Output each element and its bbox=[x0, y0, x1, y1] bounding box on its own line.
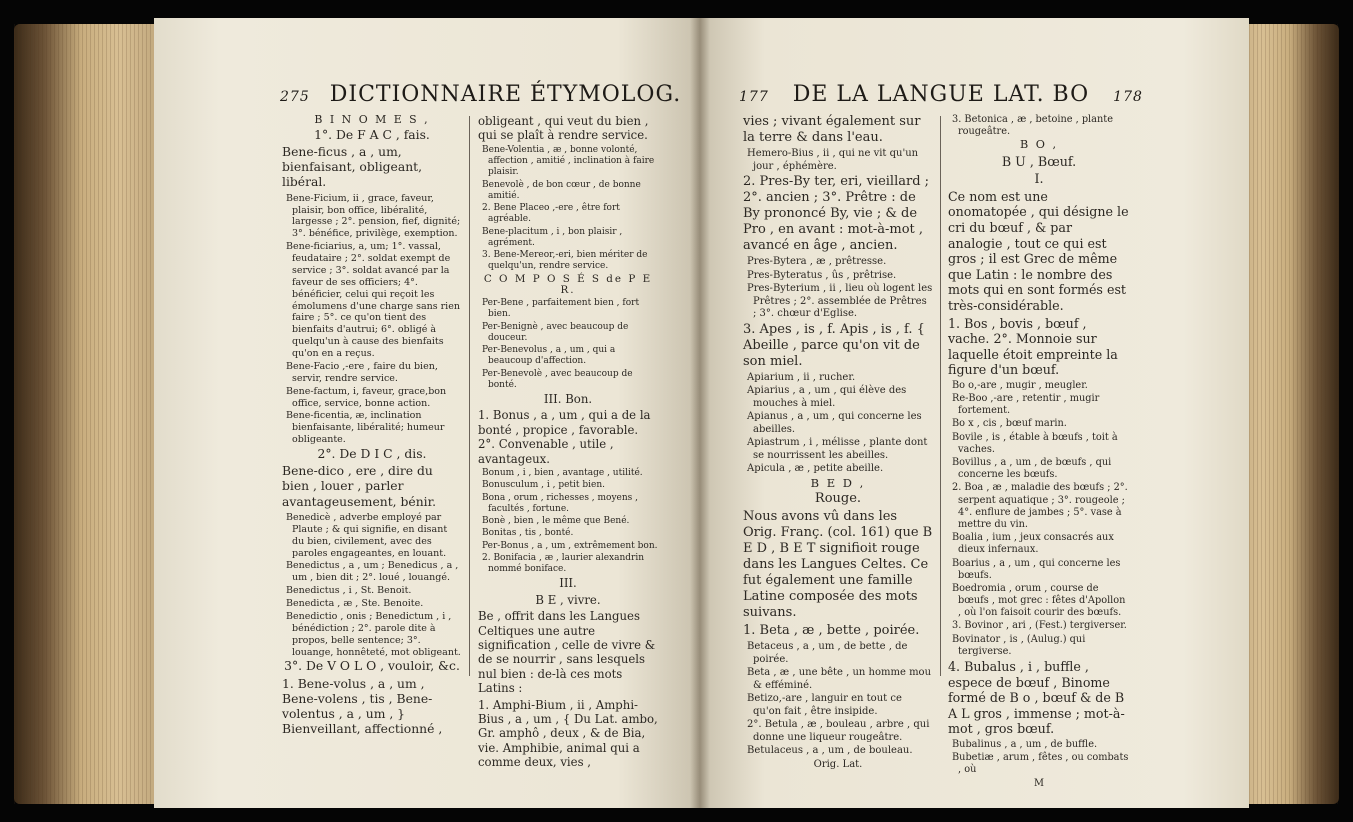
entry: Boalia , ium , jeux consacrés aux dieux infernaux. bbox=[952, 532, 1114, 556]
entry: C O M P O S É S de P E R. bbox=[483, 272, 653, 296]
entry: Per-Bene , parfaitement bien , fort bien. bbox=[482, 298, 640, 320]
entry: 3°. De V O L O , vouloir, &c. bbox=[284, 659, 460, 674]
entry: Per-Bonus , a , um , extrêmement bon. bbox=[482, 540, 658, 551]
entry: Benedictio , onis ; Benedictum , i , bénédiction ; 2°. parole dite à propos, belle sentence; 3°. louange, honnêteté, mot obligeant. bbox=[286, 610, 461, 658]
entry: Apianus , a , um , qui concerne les abeilles. bbox=[747, 411, 922, 435]
entry: Be , offrit dans les Langues Celtiques une autre signification , celle de vivre & de se nourrir , sans lesquels nul bien : de-là ces mots Latins : bbox=[478, 609, 656, 696]
entry: Rouge. bbox=[814, 491, 862, 506]
entry: obligeant , qui veut du bien , qui se plaît à rendre service. bbox=[478, 114, 649, 143]
entry: Bovillus , a , um , de bœufs , qui concerne les bœufs. bbox=[952, 457, 1112, 481]
left-running-title: DICTIONNAIRE ÉTYMOLOG. bbox=[329, 82, 682, 107]
entry: Bonum , i , bien , avantage , utilité. bbox=[482, 468, 643, 479]
right-column-1 bbox=[743, 114, 933, 772]
entry: Hemero-Bius , ii , qui ne vit qu'un jour , éphémère. bbox=[747, 148, 919, 172]
entry: Bonè , bien , le même que Bené. bbox=[482, 516, 630, 527]
entry: 4. Bubalus , i , buffle , espece de bœuf , Binome formé de B o , bœuf & de B A L gros , immense ; mot-à-mot , gros bœuf. bbox=[948, 659, 1125, 737]
entry: Apiarium , ii , rucher. bbox=[747, 371, 856, 383]
entry: Beta , æ , une bête , un homme mou & efféminé. bbox=[747, 667, 932, 691]
entry: 3. Betonica , æ , betoine , plante rougeâtre. bbox=[952, 114, 1113, 138]
entry: Bene-Ficium, ii , grace, faveur, plaisir, bon office, libéralité, largesse ; 2°. pension, fief, dignité; 3°. bénéfice, privilège, exemption. bbox=[286, 192, 461, 240]
entry: Bonitas , tis , bonté. bbox=[482, 528, 574, 539]
book-gutter bbox=[690, 18, 710, 808]
entry: B O , bbox=[1019, 138, 1059, 152]
column-rule bbox=[469, 116, 470, 676]
entry: B I N O M E S , bbox=[314, 113, 430, 126]
entry: Bo x , cis , bœuf marin. bbox=[952, 418, 1067, 430]
entry: Betulaceus , a , um , de bouleau. bbox=[747, 745, 913, 756]
entry: Bene-factum, i, faveur, grace,bon office, service, bonne action. bbox=[286, 385, 447, 409]
right-column-2 bbox=[948, 114, 1130, 791]
entry: III. Bon. bbox=[543, 392, 593, 407]
entry: 3. Bene-Mereor,-eri, bien mériter de quelqu'un, rendre service. bbox=[482, 250, 648, 272]
entry: Re-Boo ,-are , retentir , mugir fortement. bbox=[952, 393, 1100, 417]
entry: 2. Bene Placeo ,-ere , être fort agréable. bbox=[482, 203, 620, 225]
entry: 1. Bos , bovis , bœuf , vache. 2°. Monnoie sur laquelle étoit empreinte la figure d'un bœuf. bbox=[948, 315, 1118, 378]
entry: Betaceus , a , um , de bette , de poirée. bbox=[747, 641, 908, 665]
entry: Bene-Volentia , æ , bonne volonté, affection , amitié , inclination à faire plaisir. bbox=[482, 144, 655, 178]
entry: Bona , orum , richesses , moyens , facultés , fortune. bbox=[482, 492, 639, 514]
left-page-number-a: 275 bbox=[280, 89, 310, 105]
entry: Bubetiæ , arum , fêtes , ou combats , où bbox=[952, 752, 1129, 776]
entry: B E D , bbox=[810, 475, 866, 490]
entry: Bene-ficiarius, a, um; 1°. vassal, feudataire ; 2°. soldat exempt de service ; 3°. soldat avancé par la faveur de ses officiers; 4°. bénéficier, celui qui reçoit les émolumens d'une charge sans rien faire ; 5°. ce qu'on tient des bienfaits d'autrui; 6°. obligé à quelqu'un à cause des bienfaits qu'on en a reçus. bbox=[286, 241, 460, 360]
entry: III. bbox=[559, 576, 577, 591]
entry: Pres-Bytera , æ , prêtresse. bbox=[747, 256, 887, 267]
entry: Apicula , æ , petite abeille. bbox=[747, 463, 884, 474]
right-running-head bbox=[739, 82, 1143, 107]
entry: Bovinator , is , (Aulug.) qui tergiverse. bbox=[952, 633, 1086, 657]
open-book bbox=[14, 18, 1339, 808]
entry: 1. Beta , æ , bette , poirée. bbox=[743, 623, 920, 638]
right-page-number-a: 177 bbox=[739, 89, 769, 105]
entry: 3. Bovinor , ari , (Fest.) tergiverser. bbox=[952, 620, 1127, 632]
entry: B E , vivre. bbox=[535, 592, 601, 607]
entry: Benedicè , adverbe employé par Plaute ; & qui signifie, en disant du bien, civilement, avec des paroles engageantes, en louant. bbox=[286, 511, 448, 559]
entry: vies ; vivant également sur la terre & dans l'eau. bbox=[743, 114, 921, 145]
entry: 3. Apes , is , f. Apis , is , f. { Abeille , parce qu'on vit de son miel. bbox=[743, 321, 925, 369]
left-page-edges bbox=[14, 24, 164, 804]
entry: Boarius , a , um , qui concerne les bœufs. bbox=[952, 557, 1121, 581]
entry: Apiarius , a , um , qui élève des mouches à miel. bbox=[747, 385, 907, 409]
entry: 1. Bonus , a , um , qui a de la bonté , propice , favorable. 2°. Convenable , utile , avantageux. bbox=[478, 408, 651, 466]
entry: 1°. De F A C , fais. bbox=[314, 127, 430, 142]
left-running-head bbox=[280, 82, 731, 107]
entry: Benevolè , de bon cœur , de bonne amitié. bbox=[482, 179, 641, 201]
entry: Pres-Byterium , ii , lieu où logent les Prêtres ; 2°. assemblée de Prêtres ; 3°. chœur d'Eglise. bbox=[747, 283, 933, 319]
left-page bbox=[154, 18, 699, 808]
entry: Bene-ficentia, æ, inclination bienfaisante, libéralité; humeur obligeante. bbox=[286, 410, 445, 446]
entry: I. bbox=[1034, 171, 1044, 187]
column-rule bbox=[940, 116, 941, 676]
entry: 1. Amphi-Bium , ii , Amphi-Bius , a , um , { Du Lat. ambo, Gr. amphô , deux , & de Bia, vie. Amphibie, animal qui a comme deux, vies , bbox=[478, 697, 658, 770]
entry: Bo o,-are , mugir , meugler. bbox=[952, 379, 1088, 391]
entry: Per-Benevolus , a , um , qui a beaucoup d'affection. bbox=[482, 345, 616, 367]
entry: Nous avons vû dans les Orig. Franç. (col. 161) que B E D , B E T signifioit rouge dans les Langues Celtes. Ce fut également une famille Latine composée des mots suivans. bbox=[743, 509, 933, 620]
right-page bbox=[699, 18, 1249, 808]
entry: 2. Pres-By ter, eri, vieillard ; 2°. ancien ; 3°. Prêtre : de By prononcé By, vie ; & de Pro , en avant : mot-à-mot , avancé en âge , ancien. bbox=[743, 174, 930, 253]
left-column-2 bbox=[478, 114, 658, 772]
entry: Per-Benevolè , avec beaucoup de bonté. bbox=[482, 368, 633, 390]
entry: Per-Benignè , avec beaucoup de douceur. bbox=[482, 321, 629, 343]
right-page-number-b: 178 bbox=[1113, 89, 1143, 105]
entry: Orig. Lat. bbox=[813, 758, 863, 770]
entry: Bene-dico , ere , dire du bien , louer , parler avantageusement, bénir. bbox=[282, 464, 437, 509]
entry: 1. Bene-volus , a , um , Bene-volens , tis , Bene-volentus , a , um , } Bienveillant, affectionné , bbox=[282, 676, 443, 737]
entry: Ce nom est une onomatopée , qui désigne le cri du bœuf , & par analogie , tout ce qui est gros ; il est Grec de même que Latin : le nombre des mots qui en sont formés est très-considérable. bbox=[948, 188, 1129, 313]
entry: 2°. De D I C , dis. bbox=[317, 447, 427, 462]
entry: 2. Boa , æ , maladie des bœufs ; 2°. serpent aquatique ; 3°. rougeole ; 4°. enflure de jambes ; 5°. vase à mettre du vin. bbox=[952, 482, 1128, 530]
entry: Bene-ficus , a , um, bienfaisant, obligeant, libéral. bbox=[282, 145, 423, 190]
entry: Bene-placitum , i , bon plaisir , agrément. bbox=[482, 226, 623, 248]
entry: Bene-Facio ,-ere , faire du bien, servir, rendre service. bbox=[286, 360, 438, 384]
entry: Bovile , is , étable à bœufs , toit à vaches. bbox=[952, 431, 1118, 455]
entry: Boedromia , orum , course de bœufs , mot grec : fêtes d'Apollon , où l'on faisoit courir des bœufs. bbox=[952, 582, 1126, 619]
entry: Benedicta , æ , Ste. Benoite. bbox=[286, 598, 424, 609]
entry: B U , Bœuf. bbox=[1001, 153, 1077, 169]
entry: Apiastrum , i , mélisse , plante dont se nourrissent les abeilles. bbox=[747, 437, 928, 461]
right-running-title: DE LA LANGUE LAT. BO bbox=[792, 82, 1090, 107]
entry: Benedictus , i , St. Benoit. bbox=[286, 585, 412, 597]
entry: Benedictus , a , um ; Benedicus , a , um , bien dit ; 2°. loué , louangé. bbox=[286, 560, 459, 584]
entry: Pres-Byteratus , ûs , prêtrise. bbox=[747, 269, 897, 281]
entry: M bbox=[1034, 777, 1044, 789]
entry: 2. Bonifacia , æ , laurier alexandrin nommé boniface. bbox=[482, 552, 645, 575]
entry: Bonusculum , i , petit bien. bbox=[482, 480, 606, 491]
entry: Bubalinus , a , um , de buffle. bbox=[952, 738, 1098, 750]
entry: 2°. Betula , æ , bouleau , arbre , qui donne une liqueur rougeâtre. bbox=[747, 719, 930, 743]
entry: Betizo,-are , languir en tout ce qu'on fait , être insipide. bbox=[747, 693, 902, 717]
left-column-1 bbox=[282, 114, 462, 739]
